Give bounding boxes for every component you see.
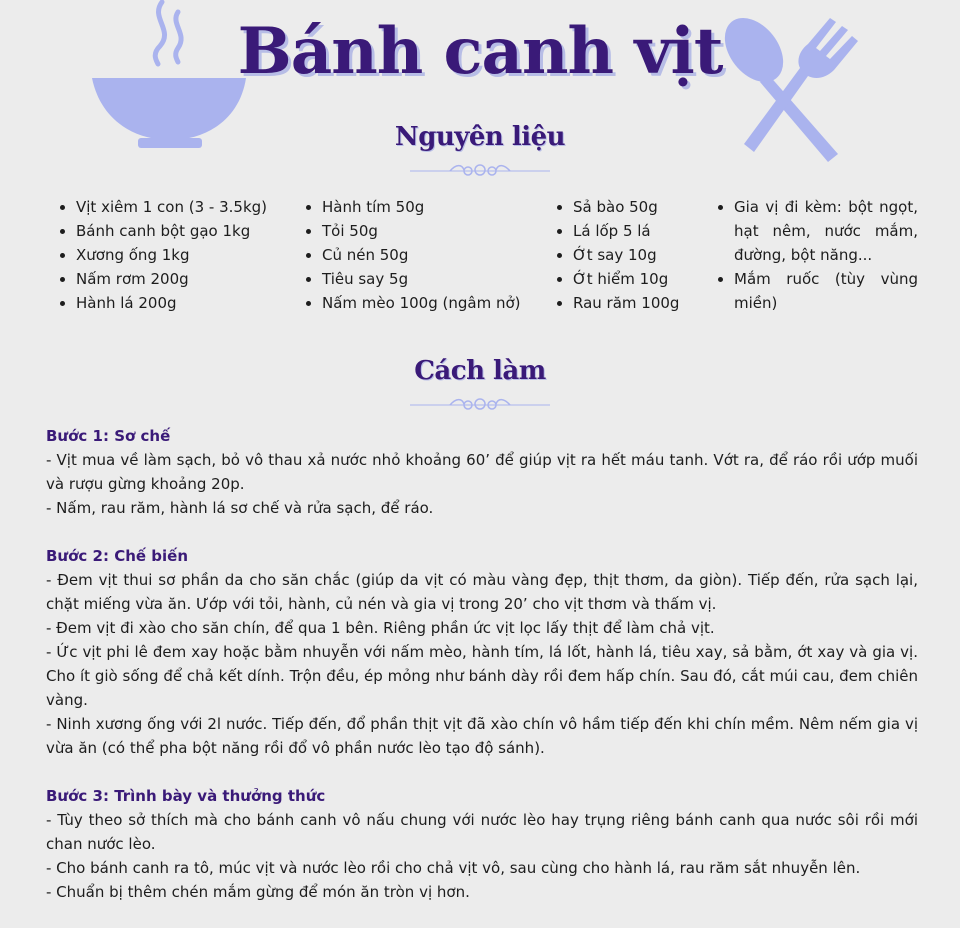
- step-line: - Ninh xương ống với 2l nước. Tiếp đến, đổ phần thịt vịt đã xào chín vô hầm tiếp đến khi chín mềm. Nêm nếm gia vị vừa ăn (có thể pha bột năng rồi đổ vô phần nước lèo tạo độ sánh).: [46, 715, 918, 757]
- ingredients-column-4: [716, 195, 918, 315]
- ingredient-item: • Củ nén 50g: [322, 243, 544, 267]
- ingredient-item: • Hành lá 200g: [76, 291, 288, 315]
- ingredient-item: • Hành tím 50g: [322, 195, 544, 219]
- page-title: Bánh canh vịt: [237, 14, 723, 89]
- method-heading: Cách làm: [414, 356, 546, 386]
- step-title: Bước 1: Sơ chế: [46, 427, 171, 445]
- step-line: - Ức vịt phi lê đem xay hoặc bằm nhuyễn với nấm mèo, hành tím, lá lốt, hành lá, tiêu xay, sả bằm, ớt xay và gia vị. Cho ít giò sống để chả kết dính. Trộn đều, ép mỏng như bánh dày rồi đem hấp chín. Sau đó, cắt múi cau, đem chiên vàng.: [46, 643, 918, 709]
- flourish-ornament: [410, 396, 550, 412]
- ingredient-item: • Lá lốp 5 lá: [573, 219, 705, 243]
- step-1: [46, 424, 918, 520]
- ingredients-heading: Nguyên liệu: [394, 122, 566, 152]
- ingredient-item: • Ớt say 10g: [573, 243, 705, 267]
- step-title: Bước 2: Chế biến: [46, 547, 189, 565]
- ingredient-item: • Ớt hiểm 10g: [573, 267, 705, 291]
- step-title: Bước 3: Trình bày và thưởng thức: [46, 787, 326, 805]
- ingredients-column-1: [58, 195, 288, 315]
- step-line: - Tùy theo sở thích mà cho bánh canh vô nấu chung với nước lèo hay trụng riêng bánh canh qua nước sôi rồi mới chan nước lèo.: [46, 811, 918, 853]
- step-line: - Đem vịt đi xào cho săn chín, để qua 1 bên. Riêng phần ức vịt lọc lấy thịt để làm chả vịt.: [46, 619, 715, 637]
- ingredient-item: • Mắm ruốc (tùy vùng miền): [734, 267, 918, 315]
- step-line: - Đem vịt thui sơ phần da cho săn chắc (giúp da vịt có màu vàng đẹp, thịt thơm, da giòn). Tiếp đến, rửa sạch lại, chặt miếng vừa ăn. Ướp với tỏi, hành, củ nén và gia vị trong 20’ cho vịt thơm và thấm vị.: [46, 571, 918, 613]
- ingredient-item: • Tiêu say 5g: [322, 267, 544, 291]
- ingredient-item: • Nấm rơm 200g: [76, 267, 288, 291]
- method-steps: [46, 424, 918, 928]
- step-line: - Nấm, rau răm, hành lá sơ chế và rửa sạch, để ráo.: [46, 499, 434, 517]
- step-line: - Cho bánh canh ra tô, múc vịt và nước lèo rồi cho chả vịt vô, sau cùng cho hành lá, rau răm sắt nhuyễn lên.: [46, 859, 861, 877]
- ingredient-item: • Tỏi 50g: [322, 219, 544, 243]
- ingredient-item: • Gia vị đi kèm: bột ngọt, hạt nêm, nước mắm, đường, bột năng...: [734, 195, 918, 267]
- flourish-ornament: [410, 162, 550, 178]
- step-line: - Chuẩn bị thêm chén mắm gừng để món ăn tròn vị hơn.: [46, 883, 470, 901]
- step-3: [46, 784, 918, 904]
- ingredient-item: • Bánh canh bột gạo 1kg: [76, 219, 288, 243]
- ingredients-column-3: [555, 195, 705, 315]
- ingredient-item: • Sả bào 50g: [573, 195, 705, 219]
- ingredients-column-2: [304, 195, 544, 315]
- ingredient-item: • Rau răm 100g: [573, 291, 705, 315]
- step-line: - Vịt mua về làm sạch, bỏ vô thau xả nước nhỏ khoảng 60’ để giúp vịt ra hết máu tanh. Vớt ra, để ráo rồi ướp muối và rượu gừng khoảng 20p.: [46, 451, 918, 493]
- step-2: [46, 544, 918, 760]
- ingredient-item: • Nấm mèo 100g (ngâm nở): [322, 291, 544, 315]
- ingredient-item: • Vịt xiêm 1 con (3 - 3.5kg): [76, 195, 288, 219]
- ingredient-item: • Xương ống 1kg: [76, 243, 288, 267]
